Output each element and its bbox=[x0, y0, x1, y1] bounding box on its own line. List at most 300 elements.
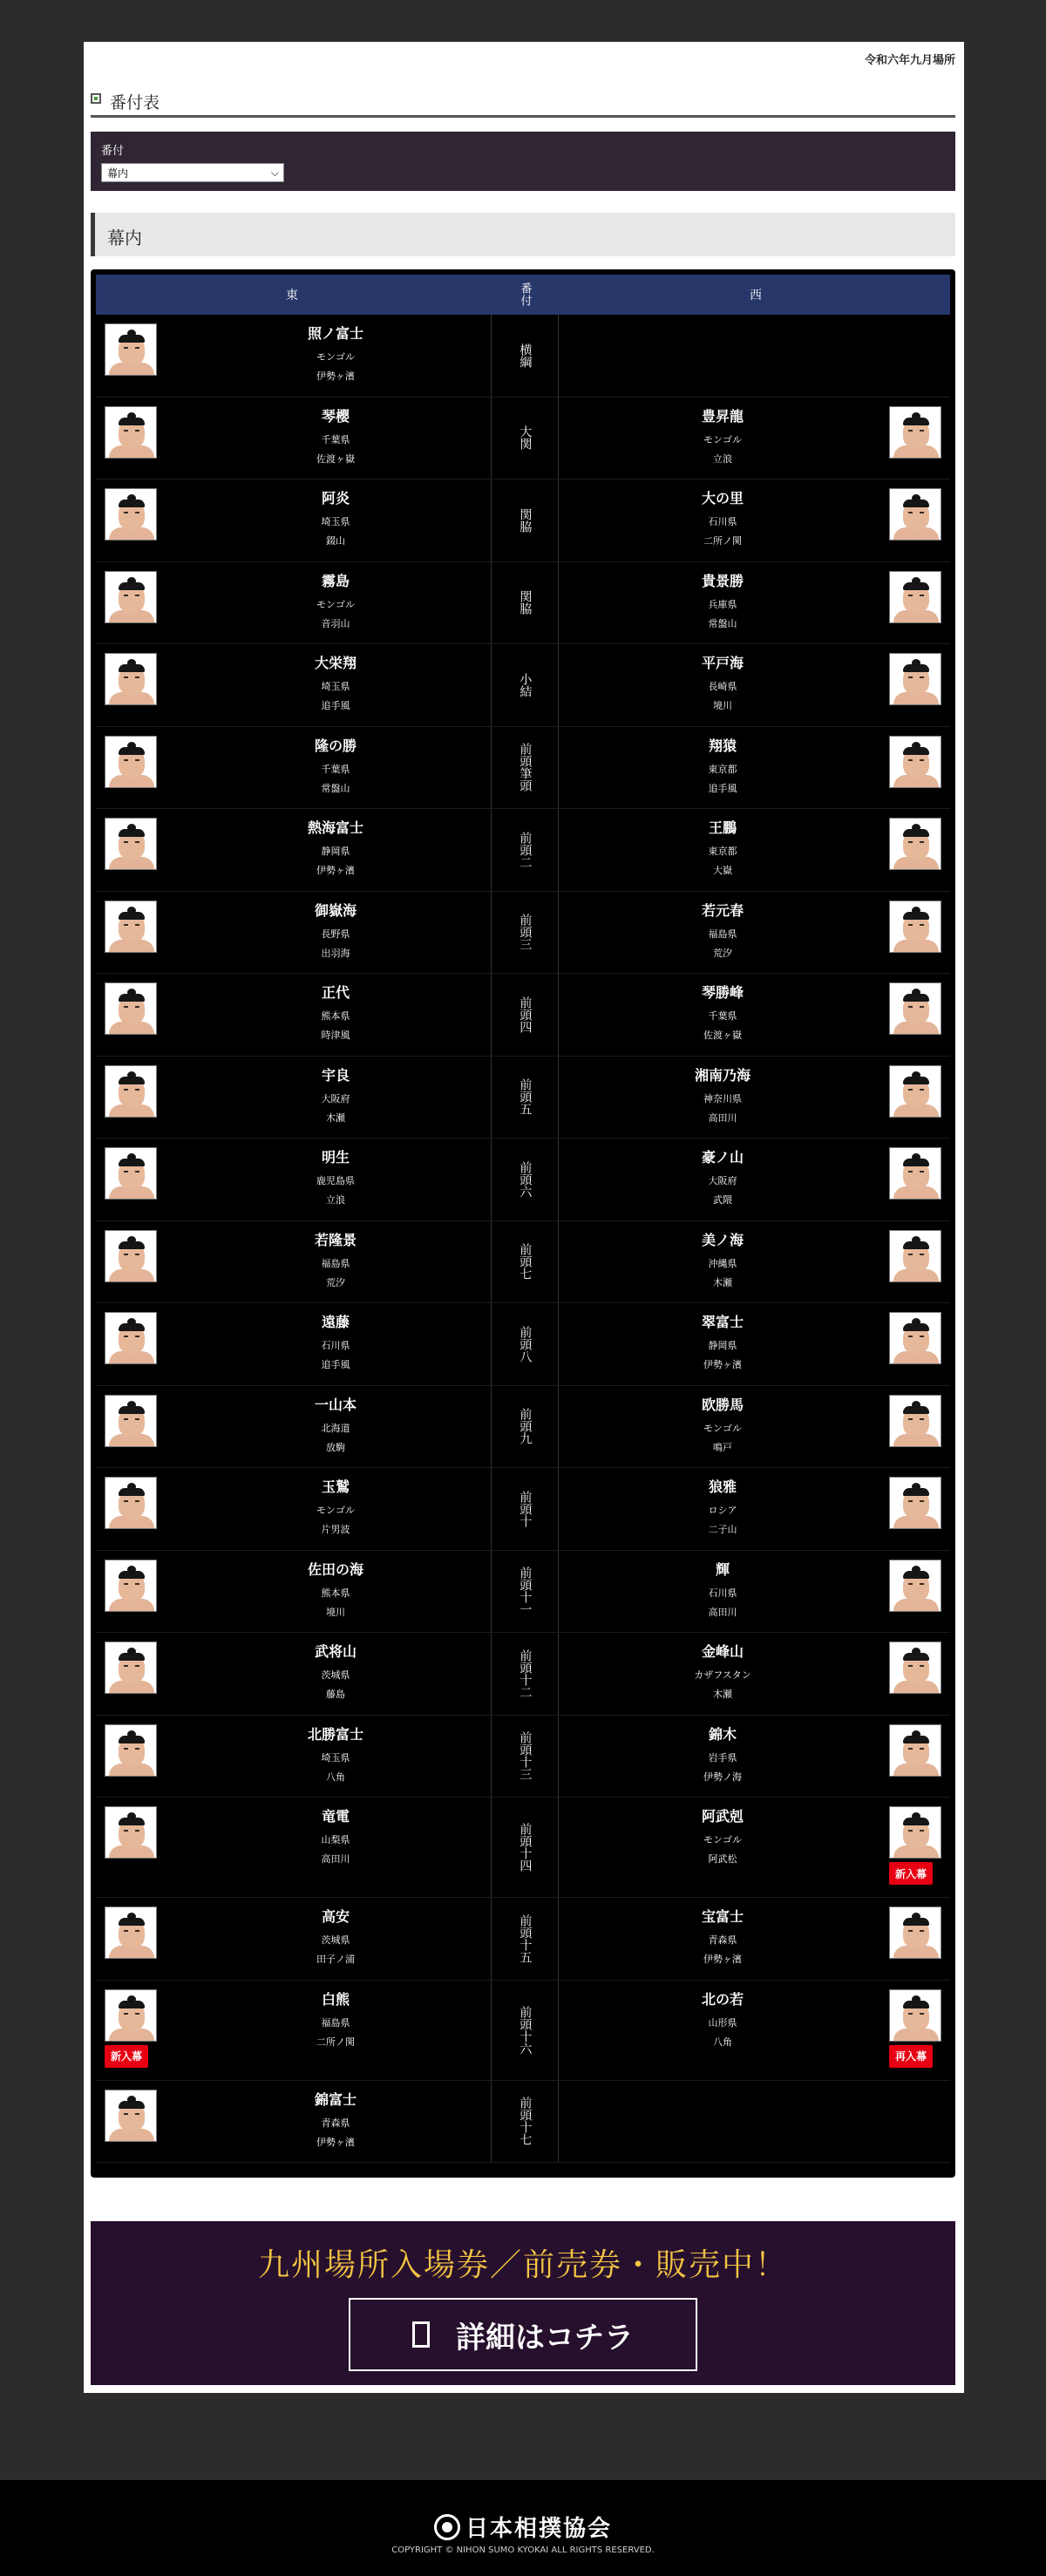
rikishi-info bbox=[248, 1641, 423, 1704]
photo-topknot bbox=[912, 742, 920, 750]
photo-topknot bbox=[912, 1483, 920, 1491]
rikishi-prefecture: 埼玉県 bbox=[321, 681, 350, 692]
photo-eye-r bbox=[920, 1336, 924, 1337]
photo-eye-r bbox=[920, 2013, 924, 2015]
table-header bbox=[96, 275, 950, 315]
rikishi-name[interactable]: 宝富士 bbox=[701, 1908, 744, 1925]
rank-cell bbox=[491, 892, 559, 974]
rikishi-name[interactable]: 欧勝馬 bbox=[701, 1396, 744, 1413]
rikishi-name[interactable]: 御嶽海 bbox=[314, 901, 357, 919]
photo-eye-l bbox=[124, 2113, 128, 2115]
rikishi-name[interactable]: 照ノ富士 bbox=[307, 325, 363, 342]
photo-topknot bbox=[127, 1318, 136, 1326]
sumo-kyokai-logo[interactable] bbox=[0, 2511, 1046, 2543]
photo-eye-r bbox=[135, 512, 139, 513]
rikishi-name[interactable]: 美ノ海 bbox=[701, 1231, 744, 1248]
photo-topknot bbox=[912, 907, 920, 914]
rank-label: 前頭十七 bbox=[518, 2097, 533, 2146]
photo-eye-l bbox=[908, 1254, 913, 1255]
rikishi-photo[interactable] bbox=[105, 2090, 157, 2142]
rank-cell bbox=[491, 644, 559, 726]
rikishi-west bbox=[561, 644, 950, 726]
rikishi-stable: 追手風 bbox=[321, 1359, 350, 1370]
rikishi-photo[interactable] bbox=[889, 1641, 941, 1694]
rikishi-prefecture: ロシア bbox=[708, 1505, 737, 1516]
rikishi-name[interactable]: 佐田の海 bbox=[307, 1560, 363, 1578]
rikishi-name[interactable]: 武将山 bbox=[314, 1643, 357, 1660]
rikishi-east bbox=[96, 1898, 488, 1980]
rank-label: 前頭筆頭 bbox=[518, 743, 533, 792]
rikishi-photo[interactable] bbox=[105, 901, 157, 953]
rikishi-info bbox=[635, 736, 810, 799]
rikishi-stable: 境川 bbox=[326, 1606, 345, 1618]
rikishi-name[interactable]: 輝 bbox=[715, 1560, 730, 1578]
rikishi-prefecture: 茨城県 bbox=[321, 1934, 350, 1946]
rikishi-photo[interactable] bbox=[105, 1560, 157, 1612]
photo-eye-l bbox=[908, 676, 913, 678]
crest-icon bbox=[434, 2514, 460, 2540]
rikishi-name[interactable]: 北の若 bbox=[701, 1990, 744, 2008]
rikishi-name[interactable]: 大栄翔 bbox=[314, 655, 357, 671]
table-row bbox=[96, 315, 950, 398]
rikishi-name[interactable]: 若隆景 bbox=[314, 1231, 357, 1248]
status-badge: 再入幕 bbox=[889, 2045, 933, 2068]
table-row bbox=[96, 974, 950, 1057]
rank-label: 前頭五 bbox=[518, 1078, 533, 1116]
banzuke-select-label: 番付 bbox=[101, 145, 125, 158]
rikishi-name[interactable]: 白熊 bbox=[321, 1990, 350, 2008]
photo-eye-r bbox=[135, 2113, 139, 2115]
rikishi-west bbox=[561, 809, 950, 891]
rikishi-east bbox=[96, 315, 488, 397]
rikishi-stable: 鳴戸 bbox=[713, 1441, 732, 1453]
rikishi-prefecture: 福島県 bbox=[321, 1257, 350, 1269]
photo-topknot bbox=[127, 989, 136, 996]
rikishi-photo[interactable] bbox=[105, 1724, 157, 1777]
rikishi-west bbox=[561, 1551, 950, 1633]
rikishi-photo[interactable] bbox=[105, 982, 157, 1035]
photo-topknot bbox=[912, 1401, 920, 1409]
photo-eye-r bbox=[920, 1171, 924, 1172]
rikishi-photo[interactable] bbox=[105, 1065, 157, 1118]
rank-cell bbox=[491, 727, 559, 809]
rank-cell bbox=[491, 562, 559, 644]
copyright: COPYRIGHT © NIHON SUMO KYOKAI ALL RIGHTS RESERVED. bbox=[391, 2545, 655, 2555]
photo-eye-r bbox=[135, 595, 139, 596]
rikishi-name[interactable]: 若元春 bbox=[701, 901, 744, 919]
rikishi-stable: 高田川 bbox=[708, 1111, 737, 1124]
rikishi-prefecture: モンゴル bbox=[316, 598, 355, 610]
rikishi-info bbox=[635, 1230, 810, 1293]
division-select[interactable] bbox=[101, 163, 284, 182]
rikishi-west bbox=[561, 727, 950, 809]
photo-eye-r bbox=[920, 1089, 924, 1091]
rikishi-name[interactable]: 玉鷲 bbox=[321, 1478, 350, 1495]
rikishi-photo[interactable] bbox=[105, 1989, 157, 2042]
rikishi-stable: 八角 bbox=[713, 2036, 732, 2048]
rikishi-stable: 常盤山 bbox=[708, 617, 737, 629]
rikishi-name[interactable]: 北勝富士 bbox=[307, 1725, 363, 1743]
rank-cell bbox=[491, 398, 559, 479]
rikishi-west bbox=[561, 1981, 950, 2080]
photo-eye-r bbox=[920, 759, 924, 761]
table-row bbox=[96, 2081, 950, 2164]
rikishi-stable: 立浪 bbox=[713, 452, 732, 465]
photo-eye-l bbox=[124, 676, 128, 678]
table-row bbox=[96, 727, 950, 810]
rikishi-east bbox=[96, 1798, 488, 1897]
photo-eye-l bbox=[124, 430, 128, 432]
rikishi-name[interactable]: 遠藤 bbox=[321, 1314, 350, 1330]
rikishi-info bbox=[248, 1989, 423, 2052]
table-row bbox=[96, 1898, 950, 1981]
photo-eye-l bbox=[908, 1748, 913, 1750]
rikishi-info bbox=[635, 901, 810, 963]
rikishi-name[interactable]: 豪ノ山 bbox=[701, 1149, 744, 1166]
rikishi-east bbox=[96, 1386, 488, 1468]
rikishi-west bbox=[561, 2081, 950, 2163]
photo-topknot bbox=[912, 824, 920, 832]
rikishi-prefecture: 兵庫県 bbox=[708, 598, 737, 610]
rikishi-photo[interactable] bbox=[105, 571, 157, 623]
photo-eye-r bbox=[135, 1006, 139, 1008]
rikishi-info bbox=[635, 982, 810, 1045]
rikishi-photo[interactable] bbox=[105, 406, 157, 459]
rikishi-photo[interactable] bbox=[105, 1147, 157, 1200]
photo-eye-l bbox=[908, 1089, 913, 1091]
photo-topknot bbox=[127, 742, 136, 750]
rikishi-info bbox=[248, 406, 423, 469]
rikishi-stable: 立浪 bbox=[326, 1194, 345, 1206]
rikishi-photo[interactable] bbox=[889, 982, 941, 1035]
rank-label: 前頭十四 bbox=[518, 1823, 533, 1872]
rikishi-info bbox=[248, 2090, 423, 2152]
photo-eye-r bbox=[920, 1830, 924, 1832]
rikishi-photo[interactable] bbox=[889, 1477, 941, 1529]
photo-eye-l bbox=[908, 1500, 913, 1502]
rikishi-photo[interactable] bbox=[105, 736, 157, 788]
rikishi-info bbox=[248, 1147, 423, 1210]
rikishi-prefecture: 岩手県 bbox=[708, 1751, 737, 1764]
ticket-promo-banner bbox=[91, 2221, 955, 2385]
rikishi-info bbox=[248, 323, 423, 386]
rikishi-photo[interactable] bbox=[889, 1065, 941, 1118]
photo-eye-r bbox=[920, 1500, 924, 1502]
promo-details-button[interactable] bbox=[349, 2298, 697, 2371]
photo-topknot bbox=[127, 577, 136, 585]
rikishi-info bbox=[248, 1065, 423, 1128]
rikishi-prefecture: 東京都 bbox=[708, 846, 737, 857]
rikishi-name[interactable]: 豊昇龍 bbox=[701, 407, 744, 425]
section-title bbox=[91, 88, 955, 118]
rikishi-photo[interactable] bbox=[889, 1147, 941, 1200]
rikishi-name[interactable]: 大の里 bbox=[701, 490, 744, 506]
section-title-text: 番付表 bbox=[110, 93, 160, 112]
rikishi-photo[interactable] bbox=[105, 1641, 157, 1694]
rikishi-east bbox=[96, 809, 488, 891]
photo-eye-l bbox=[124, 1171, 128, 1172]
rikishi-photo[interactable] bbox=[889, 571, 941, 623]
photo-eye-r bbox=[920, 1254, 924, 1255]
rikishi-info bbox=[248, 1907, 423, 1969]
rikishi-info bbox=[635, 488, 810, 551]
rikishi-prefecture: 長崎県 bbox=[708, 681, 737, 692]
rikishi-photo[interactable] bbox=[105, 1230, 157, 1282]
rikishi-name[interactable]: 琴勝峰 bbox=[701, 984, 744, 1001]
photo-eye-l bbox=[908, 1006, 913, 1008]
photo-eye-r bbox=[920, 1930, 924, 1932]
rikishi-stable: 八角 bbox=[326, 1771, 345, 1783]
rikishi-info bbox=[635, 1477, 810, 1539]
photo-topknot bbox=[127, 330, 136, 337]
rikishi-name[interactable]: 宇良 bbox=[321, 1066, 350, 1084]
photo-eye-l bbox=[908, 759, 913, 761]
table-row bbox=[96, 1798, 950, 1898]
rikishi-stable: 阿武松 bbox=[708, 1853, 737, 1865]
rikishi-prefecture: モンゴル bbox=[703, 433, 742, 445]
rikishi-photo[interactable] bbox=[105, 1395, 157, 1447]
rank-label: 関脇 bbox=[518, 507, 533, 533]
rikishi-photo[interactable] bbox=[105, 1477, 157, 1529]
division-heading bbox=[91, 213, 955, 256]
rikishi-photo[interactable] bbox=[889, 1395, 941, 1447]
banzuke-filter bbox=[91, 132, 955, 191]
rikishi-name[interactable]: 阿炎 bbox=[321, 490, 350, 506]
rikishi-stable: 放駒 bbox=[326, 1441, 345, 1453]
rank-cell bbox=[491, 1468, 559, 1550]
rank-label: 前頭六 bbox=[518, 1160, 533, 1198]
photo-eye-l bbox=[908, 2013, 913, 2015]
table-body bbox=[96, 315, 950, 2163]
rikishi-prefecture: 埼玉県 bbox=[321, 1751, 350, 1764]
rikishi-name[interactable]: 竜電 bbox=[321, 1808, 350, 1825]
rikishi-photo[interactable] bbox=[105, 653, 157, 705]
rikishi-info bbox=[635, 1907, 810, 1969]
photo-topknot bbox=[912, 1071, 920, 1079]
photo-eye-r bbox=[135, 841, 139, 843]
rank-cell bbox=[491, 1551, 559, 1633]
rikishi-photo[interactable] bbox=[105, 1907, 157, 1959]
photo-eye-r bbox=[135, 759, 139, 761]
rikishi-photo[interactable] bbox=[889, 1560, 941, 1612]
table-row bbox=[96, 809, 950, 892]
rikishi-photo[interactable] bbox=[889, 1806, 941, 1859]
rikishi-info bbox=[635, 1806, 810, 1869]
rikishi-prefecture: 東京都 bbox=[708, 763, 737, 775]
photo-eye-r bbox=[135, 1089, 139, 1091]
photo-eye-r bbox=[135, 1418, 139, 1420]
photo-eye-l bbox=[124, 347, 128, 349]
rikishi-name[interactable]: 霧島 bbox=[321, 572, 350, 589]
rank-label: 前頭九 bbox=[518, 1408, 533, 1445]
rikishi-name[interactable]: 錦木 bbox=[708, 1725, 737, 1743]
photo-eye-r bbox=[135, 1930, 139, 1932]
rank-cell bbox=[491, 1981, 559, 2080]
rikishi-prefecture: 青森県 bbox=[708, 1934, 737, 1946]
rikishi-name[interactable]: 正代 bbox=[321, 984, 350, 1001]
photo-topknot bbox=[127, 1153, 136, 1161]
rikishi-stable: 伊勢ヶ濱 bbox=[316, 2136, 355, 2148]
rank-cell bbox=[491, 1057, 559, 1138]
rikishi-east bbox=[96, 727, 488, 809]
rikishi-photo[interactable] bbox=[889, 1230, 941, 1282]
rikishi-photo[interactable] bbox=[105, 818, 157, 870]
photo-eye-l bbox=[908, 841, 913, 843]
rikishi-name[interactable]: 高安 bbox=[321, 1908, 350, 1925]
photo-eye-r bbox=[920, 841, 924, 843]
rikishi-prefecture: 石川県 bbox=[708, 1587, 737, 1599]
rank-cell bbox=[491, 315, 559, 397]
rikishi-stable: 二所ノ関 bbox=[703, 535, 742, 547]
rikishi-stable: 伊勢ノ海 bbox=[703, 1771, 742, 1783]
rank-cell bbox=[491, 1798, 559, 1897]
photo-topknot bbox=[127, 659, 136, 667]
photo-eye-l bbox=[908, 924, 913, 926]
photo-topknot bbox=[912, 1648, 920, 1655]
rank-cell bbox=[491, 1303, 559, 1385]
photo-eye-l bbox=[124, 1336, 128, 1337]
photo-eye-r bbox=[920, 1583, 924, 1585]
photo-eye-l bbox=[124, 1500, 128, 1502]
table-row bbox=[96, 1057, 950, 1139]
rank-label: 関脇 bbox=[518, 590, 533, 615]
rikishi-prefecture: モンゴル bbox=[703, 1422, 742, 1434]
rikishi-info bbox=[248, 1806, 423, 1869]
rikishi-photo[interactable] bbox=[105, 1312, 157, 1364]
rikishi-east bbox=[96, 644, 488, 726]
rikishi-photo[interactable] bbox=[105, 323, 157, 376]
rikishi-name[interactable]: 明生 bbox=[321, 1149, 350, 1166]
photo-eye-r bbox=[920, 1006, 924, 1008]
rikishi-stable: 荒汐 bbox=[713, 947, 732, 959]
header-west: 西 bbox=[750, 289, 762, 302]
rikishi-name[interactable]: 王鵬 bbox=[708, 819, 737, 836]
photo-eye-l bbox=[908, 1336, 913, 1337]
rank-cell bbox=[491, 974, 559, 1056]
rank-label: 前頭十一 bbox=[518, 1567, 533, 1616]
promo-button-label: 詳細はコチラ bbox=[456, 2320, 634, 2355]
photo-eye-l bbox=[908, 1418, 913, 1420]
rikishi-photo[interactable] bbox=[889, 653, 941, 705]
rikishi-stable: 高田川 bbox=[708, 1606, 737, 1618]
rikishi-name[interactable]: 一山本 bbox=[314, 1396, 357, 1413]
photo-topknot bbox=[127, 1913, 136, 1920]
rikishi-photo[interactable] bbox=[889, 488, 941, 540]
rikishi-info bbox=[248, 901, 423, 963]
rikishi-photo[interactable] bbox=[889, 901, 941, 953]
rikishi-west bbox=[561, 398, 950, 479]
photo-topknot bbox=[127, 1071, 136, 1079]
rikishi-photo[interactable] bbox=[889, 736, 941, 788]
photo-topknot bbox=[912, 1995, 920, 2003]
rikishi-stable: 出羽海 bbox=[321, 947, 350, 959]
photo-topknot bbox=[912, 1153, 920, 1161]
rikishi-name[interactable]: 狼雅 bbox=[708, 1478, 737, 1495]
photo-eye-l bbox=[908, 430, 913, 432]
photo-topknot bbox=[127, 2096, 136, 2104]
rikishi-stable: 木瀬 bbox=[713, 1276, 732, 1288]
rikishi-name[interactable]: 貴景勝 bbox=[701, 572, 744, 589]
logo-text: 日本相撲協会 bbox=[465, 2516, 612, 2542]
photo-eye-r bbox=[135, 676, 139, 678]
photo-eye-l bbox=[908, 595, 913, 596]
rank-cell bbox=[491, 1221, 559, 1303]
photo-eye-l bbox=[908, 1171, 913, 1172]
photo-eye-l bbox=[124, 1665, 128, 1667]
photo-eye-l bbox=[124, 1748, 128, 1750]
rikishi-east bbox=[96, 1468, 488, 1550]
rikishi-prefecture: 福島県 bbox=[708, 928, 737, 940]
rikishi-west bbox=[561, 479, 950, 561]
rikishi-photo[interactable] bbox=[105, 1806, 157, 1859]
rikishi-info bbox=[635, 1724, 810, 1787]
rikishi-name[interactable]: 錦富士 bbox=[314, 2090, 357, 2108]
rikishi-name[interactable]: 阿武剋 bbox=[701, 1808, 744, 1825]
photo-topknot bbox=[127, 1401, 136, 1409]
rikishi-name[interactable]: 琴櫻 bbox=[321, 407, 350, 425]
photo-eye-l bbox=[124, 759, 128, 761]
rank-label: 前頭八 bbox=[518, 1325, 533, 1363]
rikishi-name[interactable]: 金峰山 bbox=[701, 1643, 744, 1660]
rikishi-name[interactable]: 翔猿 bbox=[708, 737, 737, 754]
rikishi-photo[interactable] bbox=[889, 1989, 941, 2042]
rikishi-west bbox=[561, 1386, 950, 1468]
rikishi-photo[interactable] bbox=[889, 818, 941, 870]
rikishi-name[interactable]: 隆の勝 bbox=[314, 737, 357, 754]
rikishi-prefecture: 千葉県 bbox=[321, 433, 350, 445]
photo-eye-r bbox=[920, 924, 924, 926]
rikishi-east bbox=[96, 892, 488, 974]
rank-label: 前頭十三 bbox=[518, 1731, 533, 1781]
header-rank: 番付 bbox=[518, 282, 532, 307]
rikishi-info bbox=[248, 653, 423, 716]
rikishi-east bbox=[96, 1138, 488, 1220]
photo-eye-r bbox=[135, 1583, 139, 1585]
rikishi-west bbox=[561, 1057, 950, 1138]
table-row bbox=[96, 1633, 950, 1716]
table-row bbox=[96, 479, 950, 562]
photo-topknot bbox=[912, 989, 920, 996]
table-row bbox=[96, 1221, 950, 1304]
photo-eye-l bbox=[908, 1930, 913, 1932]
rikishi-name[interactable]: 翠富士 bbox=[701, 1314, 744, 1330]
rank-cell bbox=[491, 1716, 559, 1798]
rikishi-photo[interactable] bbox=[889, 406, 941, 459]
rikishi-info bbox=[635, 571, 810, 634]
rikishi-stable: 錣山 bbox=[326, 535, 345, 547]
table-row bbox=[96, 1716, 950, 1798]
photo-topknot bbox=[912, 412, 920, 420]
rikishi-name[interactable]: 湘南乃海 bbox=[694, 1066, 751, 1084]
rikishi-info bbox=[248, 1724, 423, 1787]
photo-eye-r bbox=[920, 1665, 924, 1667]
rikishi-info bbox=[635, 1147, 810, 1210]
rikishi-photo[interactable] bbox=[889, 1907, 941, 1959]
table-row bbox=[96, 398, 950, 480]
rikishi-stable: 境川 bbox=[713, 700, 732, 711]
rikishi-name[interactable]: 熱海富士 bbox=[307, 819, 363, 836]
photo-eye-l bbox=[124, 841, 128, 843]
rikishi-prefecture: 山梨県 bbox=[321, 1834, 350, 1845]
rikishi-east bbox=[96, 1221, 488, 1303]
rikishi-west bbox=[561, 892, 950, 974]
rank-cell bbox=[491, 1386, 559, 1468]
rikishi-name[interactable]: 平戸海 bbox=[701, 655, 744, 671]
rikishi-photo[interactable] bbox=[105, 488, 157, 540]
rikishi-west bbox=[561, 974, 950, 1056]
rikishi-photo[interactable] bbox=[889, 1724, 941, 1777]
rikishi-photo[interactable] bbox=[889, 1312, 941, 1364]
